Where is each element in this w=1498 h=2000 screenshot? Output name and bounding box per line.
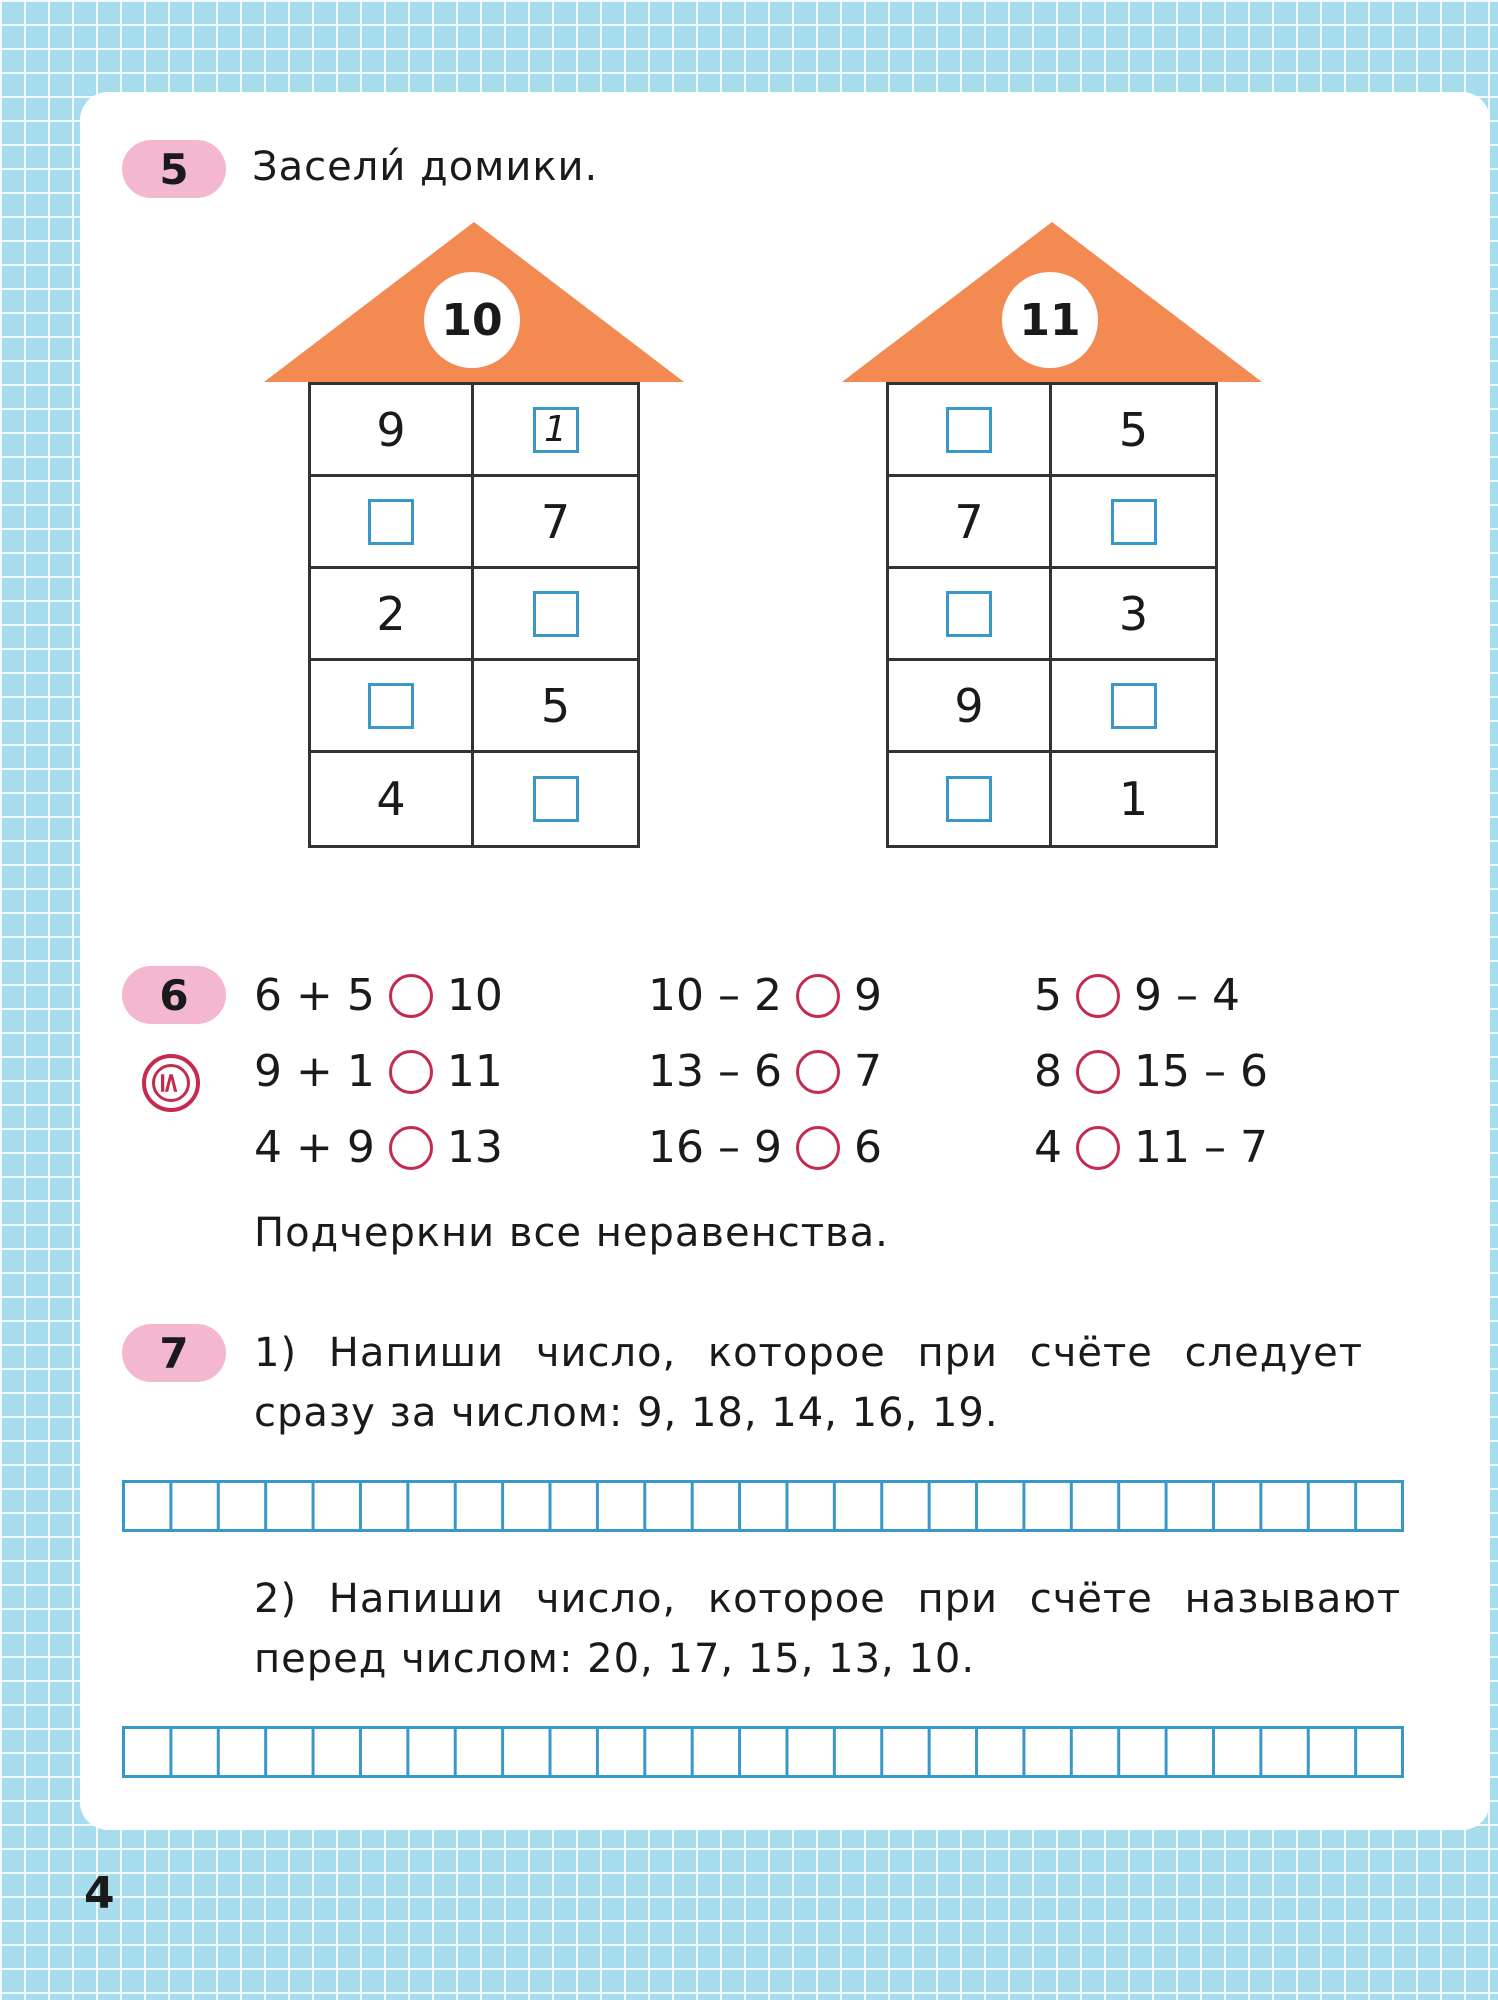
house-cell: 5 xyxy=(474,661,637,753)
expr-left: 6 + 5 xyxy=(254,970,375,1021)
answer-box[interactable] xyxy=(368,499,414,545)
answer-box[interactable] xyxy=(368,683,414,729)
task-7-part1-line1: 1) Напиши число, которое при счёте следует xyxy=(254,1330,1364,1376)
answer-box[interactable] xyxy=(1111,499,1157,545)
expr-left: 5 xyxy=(1034,970,1062,1021)
task-7-part1-line2: сразу за числом: 9, 18, 14, 16, 19. xyxy=(254,1390,999,1436)
task-7-part2-line2: перед числом: 20, 17, 15, 13, 10. xyxy=(254,1636,976,1682)
expr-right: 7 xyxy=(853,1046,882,1097)
compare-sign-icon: ≤ xyxy=(142,1054,200,1112)
compare-circle[interactable] xyxy=(1076,1126,1120,1170)
comparison-expression xyxy=(254,1046,503,1097)
house-cell: 5 xyxy=(1052,385,1215,477)
answer-box[interactable] xyxy=(533,591,579,637)
house-cell: 9 xyxy=(889,661,1052,753)
answer-strip-2[interactable] xyxy=(122,1726,1404,1778)
answer-box[interactable] xyxy=(1111,683,1157,729)
task-5-badge: 5 xyxy=(122,140,226,198)
comparison-expression xyxy=(254,970,503,1021)
compare-circle[interactable] xyxy=(389,1050,433,1094)
task-6-instruction: Подчеркни все неравенства. xyxy=(254,1210,889,1256)
answer-strip-1[interactable] xyxy=(122,1480,1404,1532)
expr-right: 11 – 7 xyxy=(1134,1122,1268,1173)
expr-right: 6 xyxy=(853,1122,882,1173)
house-cell: 2 xyxy=(311,569,474,661)
comparison-expression xyxy=(648,1122,882,1173)
house-cell: 7 xyxy=(474,477,637,569)
expr-left: 16 – 9 xyxy=(648,1122,782,1173)
answer-box[interactable] xyxy=(946,776,992,822)
expr-right: 13 xyxy=(446,1122,503,1173)
roof-number: 11 xyxy=(1002,272,1098,368)
compare-circle[interactable] xyxy=(389,974,433,1018)
house-cell: 1 xyxy=(1118,772,1149,826)
page-number: 4 xyxy=(84,1868,115,1919)
answer-box[interactable] xyxy=(946,591,992,637)
answer-box[interactable]: 1 xyxy=(533,407,579,453)
expr-right: 9 xyxy=(853,970,882,1021)
expr-left: 9 + 1 xyxy=(254,1046,375,1097)
compare-circle[interactable] xyxy=(796,1126,840,1170)
expr-right: 15 – 6 xyxy=(1134,1046,1268,1097)
task-5-title: Засели́ домики. xyxy=(252,144,599,190)
expr-right: 10 xyxy=(446,970,503,1021)
expr-left: 10 – 2 xyxy=(648,970,782,1021)
house-cell xyxy=(474,385,637,477)
house-cell: 9 xyxy=(311,385,474,477)
comparison-expression xyxy=(1034,970,1240,1021)
house-cell xyxy=(474,569,637,661)
house-grid xyxy=(308,382,640,848)
house-cell: 7 xyxy=(889,477,1052,569)
compare-circle[interactable] xyxy=(796,1050,840,1094)
expr-right: 11 xyxy=(446,1046,503,1097)
comparison-expression xyxy=(648,1046,882,1097)
house-10 xyxy=(264,222,684,862)
house-cell xyxy=(474,753,637,845)
house-grid xyxy=(886,382,1218,848)
compare-circle[interactable] xyxy=(796,974,840,1018)
task-6-badge: 6 xyxy=(122,966,226,1024)
expr-left: 4 xyxy=(1034,1122,1062,1173)
house-cell xyxy=(889,753,1052,845)
house-cell: 3 xyxy=(1052,569,1215,661)
expr-right: 9 – 4 xyxy=(1134,970,1240,1021)
comparison-expression xyxy=(1034,1046,1268,1097)
expr-left: 13 – 6 xyxy=(648,1046,782,1097)
comparison-expression xyxy=(254,1122,503,1173)
compare-circle[interactable] xyxy=(1076,1050,1120,1094)
answer-box[interactable] xyxy=(946,407,992,453)
house-cell xyxy=(311,477,474,569)
house-11 xyxy=(842,222,1262,862)
house-cell xyxy=(1052,477,1215,569)
house-cell: 4 xyxy=(311,753,474,845)
comparison-expression xyxy=(648,970,882,1021)
expr-left: 4 + 9 xyxy=(254,1122,375,1173)
comparison-expression xyxy=(1034,1122,1268,1173)
roof-number: 10 xyxy=(424,272,520,368)
compare-circle[interactable] xyxy=(389,1126,433,1170)
house-cell xyxy=(1052,661,1215,753)
answer-box[interactable] xyxy=(533,776,579,822)
expr-left: 8 xyxy=(1034,1046,1062,1097)
task-7-badge: 7 xyxy=(122,1324,226,1382)
house-cell xyxy=(889,385,1052,477)
task-7-part2-line1: 2) Напиши число, которое при счёте называют xyxy=(254,1576,1402,1622)
house-cell xyxy=(311,661,474,753)
house-cell xyxy=(889,569,1052,661)
compare-circle[interactable] xyxy=(1076,974,1120,1018)
